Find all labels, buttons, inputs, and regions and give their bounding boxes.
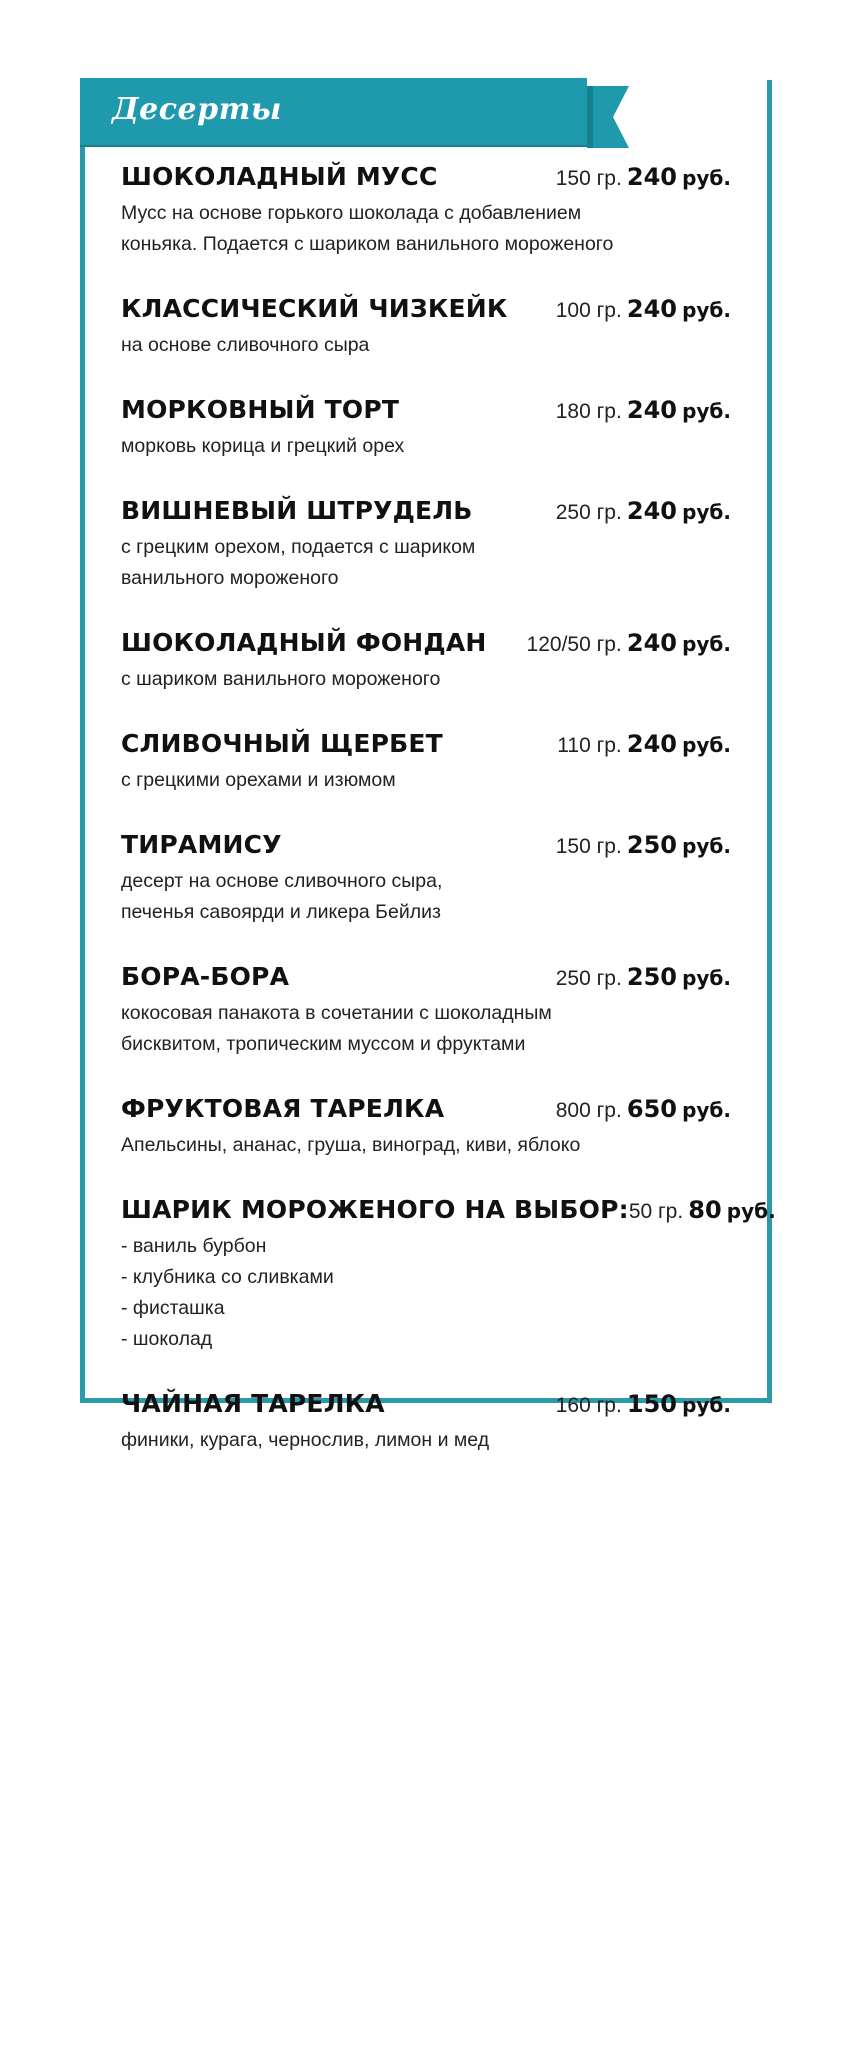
menu-item-name: БОРА-БОРА xyxy=(121,962,290,991)
menu-item-header xyxy=(121,1195,776,1231)
menu-item-currency: руб. xyxy=(682,733,731,757)
menu-item-description-line: бисквитом, тропическим муссом и фруктами xyxy=(121,1033,526,1055)
menu-item-description-line: морковь корица и грецкий орех xyxy=(121,435,405,457)
menu-item-header xyxy=(121,628,731,664)
menu-item-header xyxy=(121,830,731,866)
menu-item-header xyxy=(121,395,731,431)
menu-item-weight: 120/50 гр. xyxy=(526,633,622,656)
menu-item-currency: руб. xyxy=(682,1098,731,1122)
menu-item-name: ВИШНЕВЫЙ ШТРУДЕЛЬ xyxy=(121,496,473,525)
menu-item-description-line: десерт на основе сливочного сыра, xyxy=(121,870,443,892)
menu-item-description-line: с шариком ванильного мороженого xyxy=(121,668,441,690)
menu-items-list xyxy=(121,162,776,1490)
menu-item-currency: руб. xyxy=(726,1199,776,1223)
menu-item-weight: 250 гр. xyxy=(555,501,622,524)
menu-item-cost: 240 xyxy=(626,163,677,191)
menu-item-description xyxy=(121,1130,731,1161)
menu-item-cost: 250 xyxy=(626,831,677,859)
menu-item-name: ШАРИК МОРОЖЕНОГО НА ВЫБОР: xyxy=(121,1195,629,1224)
menu-item-cost: 250 xyxy=(626,963,677,991)
ribbon-tail xyxy=(587,86,629,148)
menu-item-currency: руб. xyxy=(682,298,731,322)
menu-item-currency: руб. xyxy=(682,399,731,423)
menu-item-currency: руб. xyxy=(682,166,731,190)
menu-item-name: ЧАЙНАЯ ТАРЕЛКА xyxy=(121,1389,385,1418)
menu-item xyxy=(121,162,731,260)
menu-item-cost: 240 xyxy=(626,396,677,424)
menu-item-cost: 240 xyxy=(626,497,677,525)
menu-item-weight: 100 гр. xyxy=(555,299,622,322)
menu-item-description xyxy=(121,998,731,1060)
menu-item-header xyxy=(121,1094,731,1130)
menu-item-currency: руб. xyxy=(682,966,731,990)
menu-item-price xyxy=(556,497,731,525)
menu-item-description-line: - фисташка xyxy=(121,1297,225,1319)
menu-item-description-line: с грецкими орехами и изюмом xyxy=(121,769,396,791)
menu-item-weight: 110 гр. xyxy=(557,734,622,757)
menu-item xyxy=(121,628,731,695)
menu-item-currency: руб. xyxy=(682,834,731,858)
menu-item-cost: 150 xyxy=(626,1390,677,1418)
menu-item-price xyxy=(556,163,731,191)
menu-item-description-line: ванильного мороженого xyxy=(121,567,339,589)
menu-item-cost: 240 xyxy=(626,295,677,323)
menu-item-currency: руб. xyxy=(682,500,731,524)
menu-item-weight: 50 гр. xyxy=(628,1200,684,1223)
menu-item-description-line: печенья савоярди и ликера Бейлиз xyxy=(121,901,441,923)
menu-item-header xyxy=(121,496,731,532)
menu-item-description xyxy=(121,1425,731,1456)
menu-item-price xyxy=(556,396,731,424)
menu-item-description-line: Мусс на основе горького шоколада с добавлением xyxy=(121,202,582,224)
menu-item-description xyxy=(121,431,731,462)
menu-item-cost: 240 xyxy=(626,629,677,657)
menu-item-description-line: Апельсины, ананас, груша, виноград, киви, яблоко xyxy=(121,1134,581,1156)
menu-item-name: ШОКОЛАДНЫЙ ФОНДАН xyxy=(121,628,487,657)
menu-item-price xyxy=(556,1390,731,1418)
menu-item xyxy=(121,830,731,928)
menu-item-name: КЛАССИЧЕСКИЙ ЧИЗКЕЙК xyxy=(121,294,508,323)
menu-item-cost: 80 xyxy=(688,1196,722,1224)
menu-item-description-line: - клубника со сливками xyxy=(121,1266,334,1288)
section-banner xyxy=(80,78,587,145)
menu-item-name: МОРКОВНЫЙ ТОРТ xyxy=(121,395,400,424)
menu-item-weight: 180 гр. xyxy=(555,400,622,423)
menu-item xyxy=(121,962,731,1060)
menu-item-description-line: кокосовая панакота в сочетании с шоколадным xyxy=(121,1002,552,1024)
menu-item xyxy=(121,496,731,594)
menu-item-name: ШОКОЛАДНЫЙ МУСС xyxy=(121,162,438,191)
menu-item-price xyxy=(556,295,731,323)
menu-item-header xyxy=(121,1389,731,1425)
menu-item-currency: руб. xyxy=(682,632,731,656)
menu-item-description-line: - ваниль бурбон xyxy=(121,1235,267,1257)
menu-item xyxy=(121,1094,731,1161)
menu-item-price xyxy=(556,831,731,859)
menu-item-description-line: с грецким орехом, подается с шариком xyxy=(121,536,476,558)
menu-item-cost: 650 xyxy=(626,1095,677,1123)
menu-item-description xyxy=(121,330,731,361)
menu-item-description xyxy=(121,1231,731,1355)
menu-item-description xyxy=(121,198,731,260)
menu-item-description xyxy=(121,664,731,695)
menu-item-weight: 160 гр. xyxy=(555,1394,622,1417)
menu-item-header xyxy=(121,962,731,998)
menu-item-header xyxy=(121,294,731,330)
menu-item-description-line: финики, курага, чернослив, лимон и мед xyxy=(121,1429,490,1451)
menu-item xyxy=(121,294,731,361)
menu-item xyxy=(121,1195,776,1355)
menu-item-price xyxy=(527,629,731,657)
menu-item xyxy=(121,729,731,796)
menu-item-weight: 800 гр. xyxy=(555,1099,622,1122)
menu-item-description xyxy=(121,866,731,928)
menu-item-currency: руб. xyxy=(682,1393,731,1417)
menu-item-price xyxy=(556,1095,731,1123)
menu-item-description-line: - шоколад xyxy=(121,1328,213,1350)
menu-item-price xyxy=(629,1196,776,1224)
menu-item-price xyxy=(556,963,731,991)
menu-item-header xyxy=(121,729,731,765)
menu-item-cost: 240 xyxy=(626,730,677,758)
menu-item-name: ФРУКТОВАЯ ТАРЕЛКА xyxy=(121,1094,445,1123)
menu-item-weight: 150 гр. xyxy=(555,167,622,190)
menu-item xyxy=(121,1389,731,1456)
menu-item-header xyxy=(121,162,731,198)
menu-item-description xyxy=(121,532,731,594)
menu-item-description xyxy=(121,765,731,796)
menu-item-price xyxy=(557,730,731,758)
menu-item-name: СЛИВОЧНЫЙ ЩЕРБЕТ xyxy=(121,729,443,758)
menu-item xyxy=(121,395,731,462)
menu-item-description-line: коньяка. Подается с шариком ванильного мороженого xyxy=(121,233,614,255)
menu-item-weight: 150 гр. xyxy=(555,835,622,858)
menu-item-description-line: на основе сливочного сыра xyxy=(121,334,370,356)
menu-item-weight: 250 гр. xyxy=(555,967,622,990)
section-title: Десерты xyxy=(112,92,282,127)
menu-item-name: ТИРАМИСУ xyxy=(121,830,282,859)
